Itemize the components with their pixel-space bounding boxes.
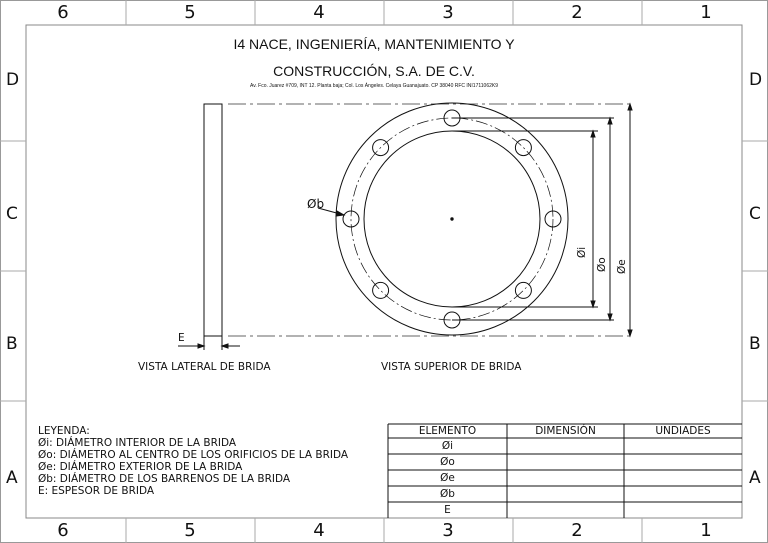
dim-thickness-label: E — [178, 332, 185, 344]
legend-item: Øi: DIÁMETRO INTERIOR DE LA BRIDA — [38, 437, 237, 449]
side-view-label: VISTA LATERAL DE BRIDA — [138, 361, 271, 373]
zone-col-5-top: 5 — [184, 2, 196, 23]
table-row-element: Øb — [440, 488, 455, 500]
zone-row-a-left: A — [6, 468, 18, 488]
diameter-dimensions — [452, 104, 632, 336]
legend-item: E: ESPESOR DE BRIDA — [38, 485, 155, 497]
zone-col-6-bottom: 6 — [57, 520, 69, 541]
zone-row-b-right: B — [749, 334, 761, 354]
company-name-line1: I4 NACE, INGENIERÍA, MANTENIMIENTO Y — [233, 36, 515, 52]
zone-col-6-top: 6 — [57, 2, 69, 23]
top-view — [318, 103, 568, 335]
zone-col-4-top: 4 — [313, 2, 325, 23]
zone-col-3-top: 3 — [442, 2, 454, 23]
zone-row-c-left: C — [6, 204, 18, 224]
table-row-element: Øe — [440, 472, 455, 484]
legend-title: LEYENDA: — [38, 425, 90, 437]
company-address: Av. Fco. Juarez #709, INT 12. Planta baja; Col. Los Ángeles. Celaya Guanajuato. CP 38040 RFC INI1711062K9 — [249, 83, 499, 89]
zone-row-c-right: C — [749, 204, 761, 224]
zone-col-1-bottom: 1 — [700, 520, 712, 541]
zone-col-4-bottom: 4 — [313, 520, 325, 541]
zone-col-3-bottom: 3 — [442, 520, 454, 541]
zone-row-b-left: B — [6, 334, 18, 354]
zone-row-d-right: D — [749, 70, 763, 90]
zone-col-1-top: 1 — [700, 2, 712, 23]
dim-inner-label: Øi — [576, 246, 588, 258]
table-header-units: UNDIADES — [655, 425, 711, 437]
table-header-element: ELEMENTO — [418, 425, 477, 437]
top-view-label: VISTA SUPERIOR DE BRIDA — [381, 361, 522, 373]
center-point — [451, 218, 453, 220]
side-view — [178, 104, 240, 350]
company-name-line2: CONSTRUCCIÓN, S.A. DE C.V. — [273, 63, 475, 79]
table-row-element: Øi — [441, 440, 454, 452]
zone-row-d-left: D — [6, 70, 20, 90]
projection-lines — [228, 104, 632, 336]
table-header-dimension: DIMENSIÓN — [535, 425, 596, 437]
zone-col-5-bottom: 5 — [184, 520, 196, 541]
dim-bolt-circle-label: Øo — [596, 257, 608, 272]
zone-row-a-right: A — [749, 468, 761, 488]
zone-col-2-bottom: 2 — [571, 520, 583, 541]
table-row-element: Øo — [440, 456, 455, 468]
zone-col-2-top: 2 — [571, 2, 583, 23]
legend-item: Øe: DIÁMETRO EXTERIOR DE LA BRIDA — [38, 461, 243, 473]
dim-outer-label: Øe — [616, 259, 628, 274]
legend — [38, 425, 348, 497]
dim-hole-label: Øb — [307, 197, 325, 211]
legend-item: Øo: DIÁMETRO AL CENTRO DE LOS ORIFICIOS DE LA BRIDA — [38, 449, 349, 461]
legend-item: Øb: DIÁMETRO DE LOS BARRENOS DE LA BRIDA — [38, 473, 291, 485]
table-row-element: E — [444, 504, 451, 516]
